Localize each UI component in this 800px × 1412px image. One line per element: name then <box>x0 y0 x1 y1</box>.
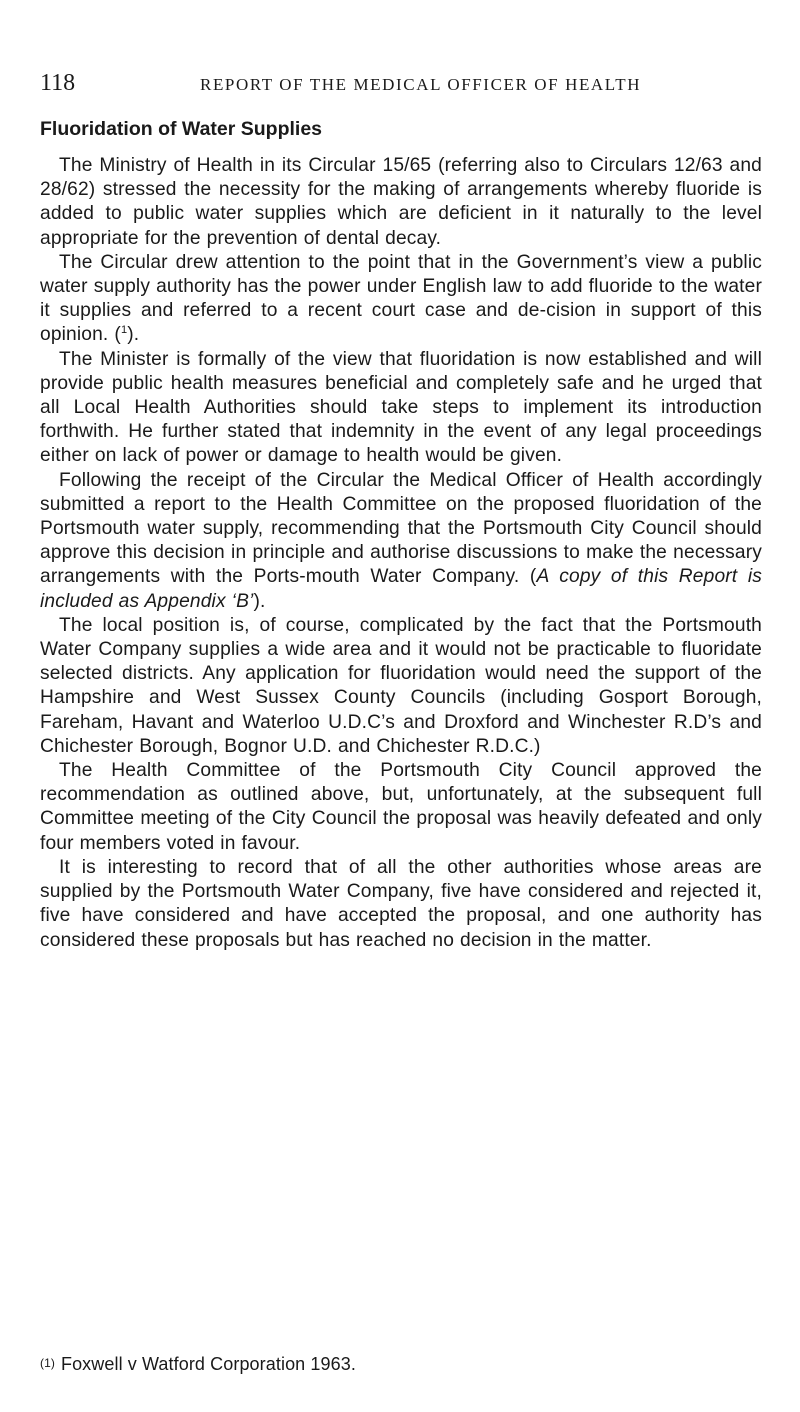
paragraph-text: The Circular drew attention to the point that in the Government’s view a public water supply authority has the power under English law to add fluoride to the water it supplies and referred to a recent court case and de-cision in support of this opinion. ( <box>40 251 762 346</box>
footnote-text: Foxwell v Watford Corporation 1963. <box>60 1354 356 1374</box>
paragraph-text-after: ). <box>127 324 140 346</box>
paragraph-text: Following the receipt of the Circular the Medical Officer of Health accordingly submitted a report to the Health Committee on the proposed fluoridation of the Portsmouth water supply, recommending that the Portsmouth City Council should approve this decision in principle and authorise discussions to make the necessary arrangements with the Ports-mouth Water Company. ( <box>40 469 762 588</box>
paragraph <box>40 759 762 856</box>
paragraph-text: The local position is, of course, complicated by the fact that the Portsmouth Water Company supplies a wide area and it would not be practicable to fluoridate selected districts. Any application for fluoridation would need the support of the Hampshire and West Sussex County Councils (including Gosport Borough, Fareham, Havant and Waterloo U.D.C’s and Droxford and Winchester R.D’s and Chichester Borough, Bognor U.D. and Chichester R.D.C.) <box>40 614 762 757</box>
paragraph <box>40 348 762 469</box>
footnote-reference: 1 <box>120 324 128 337</box>
paragraph-text: The Ministry of Health in its Circular 15/65 (referring also to Circulars 12/63 and 28/62) stressed the necessity for the making of arrangements whereby fluoride is added to public water supplies which are deficient in it naturally to the level appropriate for the prevention of dental decay. <box>40 155 762 249</box>
paragraph-text: The Minister is formally of the view that fluoridation is now established and will provide public health measures beneficial and completely safe and he urged that all Local Health Authorities should take steps to implement its introduction forthwith. He further stated that indemnity in the event of any legal proceedings either on lack of power or damage to health would be given. <box>40 348 762 467</box>
running-head <box>40 70 770 110</box>
paragraph <box>40 251 762 348</box>
footnote-mark: (1) <box>40 1356 55 1370</box>
paragraph <box>40 614 762 759</box>
section-heading: Fluoridation of Water Supplies <box>40 118 323 140</box>
paragraph-text: The Health Committee of the Portsmouth City Council approved the recommendation as outlined above, but, unfortunately, at the subsequent full Committee meeting of the City Council the proposal was heavily defeated and only four members voted in favour. <box>40 760 762 854</box>
page-content <box>40 116 762 953</box>
paragraph <box>40 154 762 251</box>
paragraph <box>40 469 762 614</box>
paragraph <box>40 856 762 953</box>
paragraph-text: It is interesting to record that of all the other authorities whose areas are supplied by the Portsmouth Water Company, five have considered and rejected it, five have considered and have accepted the proposal, and one authority has considered these proposals but has reached no decision in the matter. <box>40 856 762 951</box>
running-title: REPORT OF THE MEDICAL OFFICER OF HEALTH <box>200 75 642 94</box>
page-number: 118 <box>40 70 76 96</box>
appendix-note: A copy of this Report is included as Appendix ‘B’ <box>40 566 762 612</box>
paragraph-text-after: ). <box>253 590 266 612</box>
footnote <box>40 1354 356 1375</box>
